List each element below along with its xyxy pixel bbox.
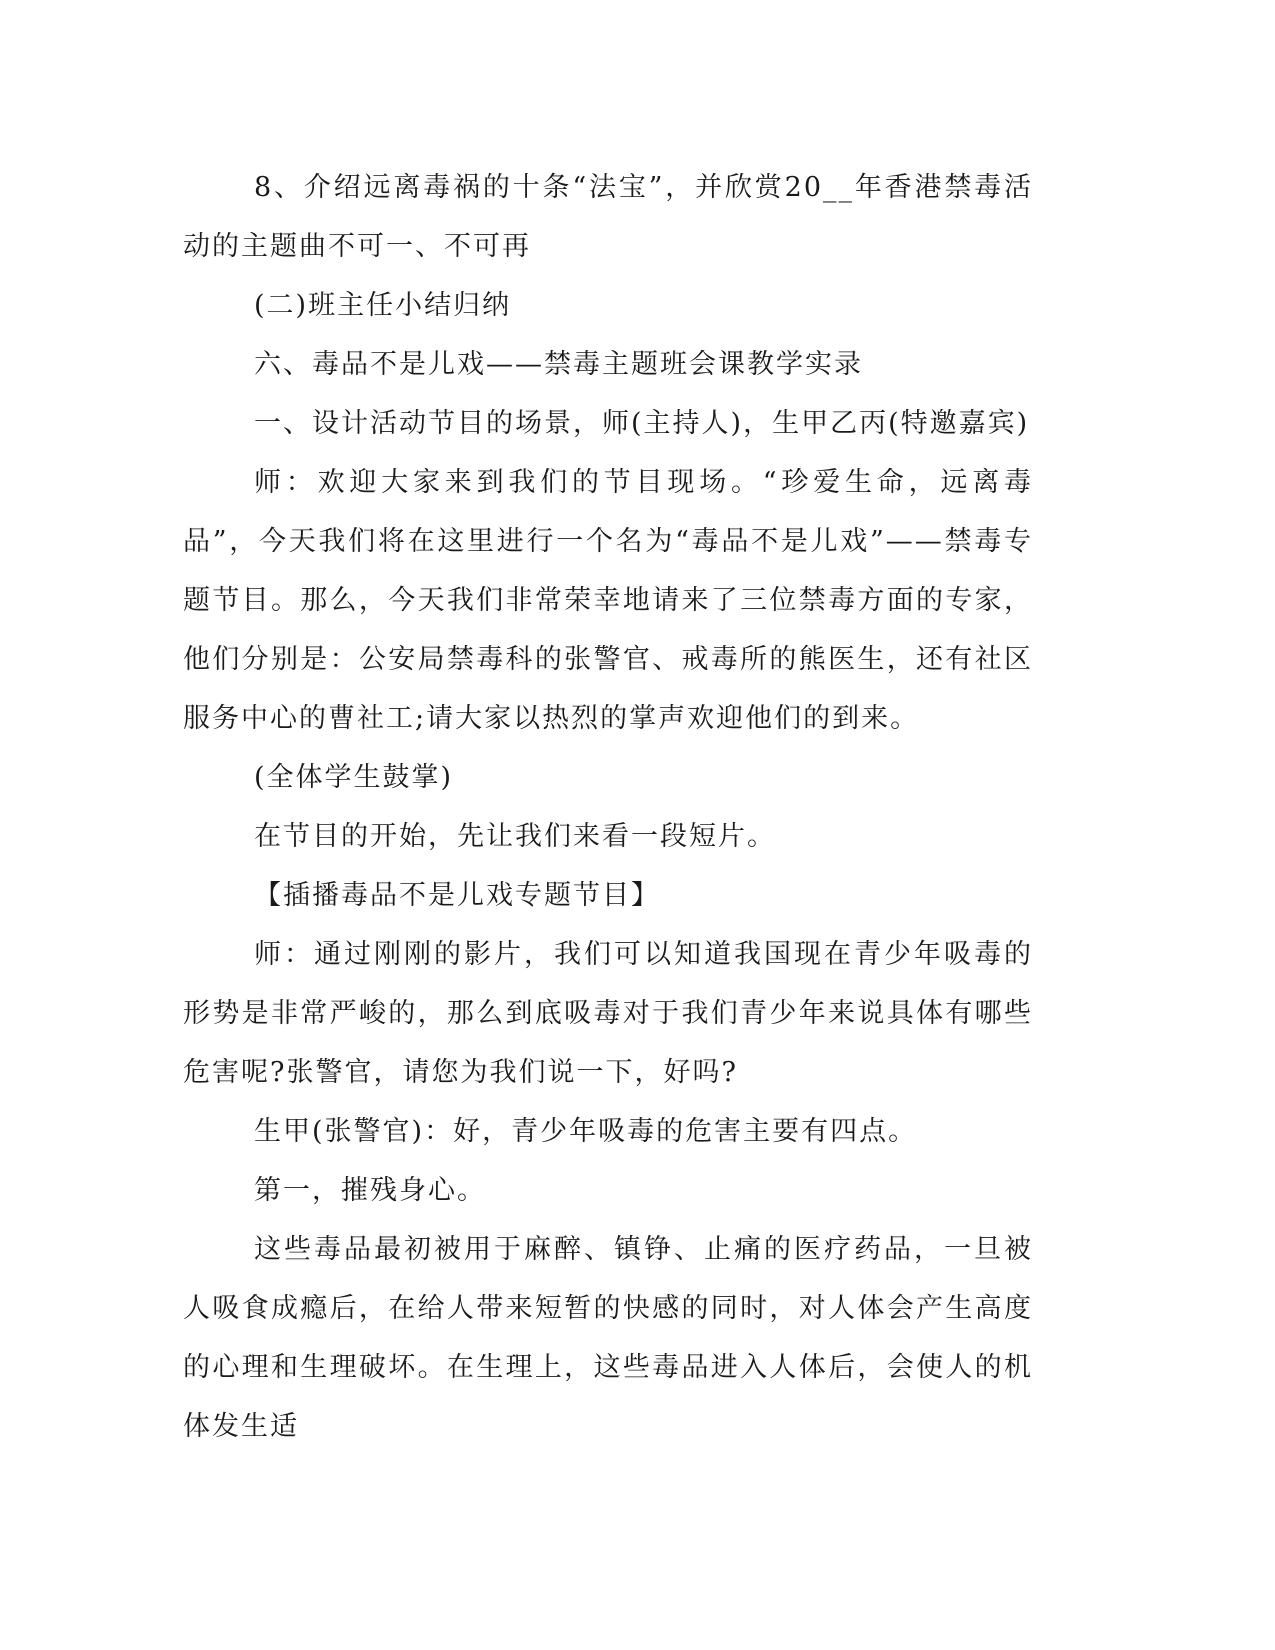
paragraph-2: (二)班主任小结归纳 <box>254 290 512 321</box>
paragraph-5: 师：欢迎大家来到我们的节目现场。“珍爱生命，远离毒品”，今天我们将在这里进行一个名为“毒品不是儿戏”——禁毒专题节目。那么，今天我们非常荣幸地请来了三位禁毒方面的专家，他们分别是：公安局禁毒科的张警官、戒毒所的熊医生，还有社区服务中心的曹社工;请大家以热烈的掌声欢迎他们的到来。 <box>183 467 1033 734</box>
paragraph-12: 这些毒品最初被用于麻醉、镇铮、止痛的医疗药品，一旦被人吸食成瘾后，在给人带来短暂的快感的同时，对人体会产生高度的心理和生理破坏。在生理上，这些毒品进入人体后，会使人的机体发生适 <box>183 1234 1033 1442</box>
paragraph-6: (全体学生鼓掌) <box>254 762 454 793</box>
paragraph-7: 在节目的开始，先让我们来看一段短片。 <box>254 821 776 852</box>
paragraph-4: 一、设计活动节目的场景，师(主持人)，生甲乙丙(特邀嘉宾) <box>254 408 1030 439</box>
document-body <box>183 158 1033 1456</box>
paragraph-11: 第一，摧残身心。 <box>254 1175 486 1206</box>
paragraph-9: 师：通过刚刚的影片，我们可以知道我国现在青少年吸毒的形势是非常严峻的，那么到底吸毒对于我们青少年来说具体有哪些危害呢?张警官，请您为我们说一下，好吗? <box>183 939 1033 1088</box>
paragraph-1: 8、介绍远离毒祸的十条“法宝”，并欣赏20__年香港禁毒活动的主题曲不可一、不可再 <box>183 172 1033 262</box>
paragraph-3: 六、毒品不是儿戏——禁毒主题班会课教学实录 <box>254 349 863 380</box>
paragraph-10: 生甲(张警官)：好，青少年吸毒的危害主要有四点。 <box>254 1116 918 1147</box>
paragraph-8: 【插播毒品不是儿戏专题节目】 <box>254 880 660 911</box>
